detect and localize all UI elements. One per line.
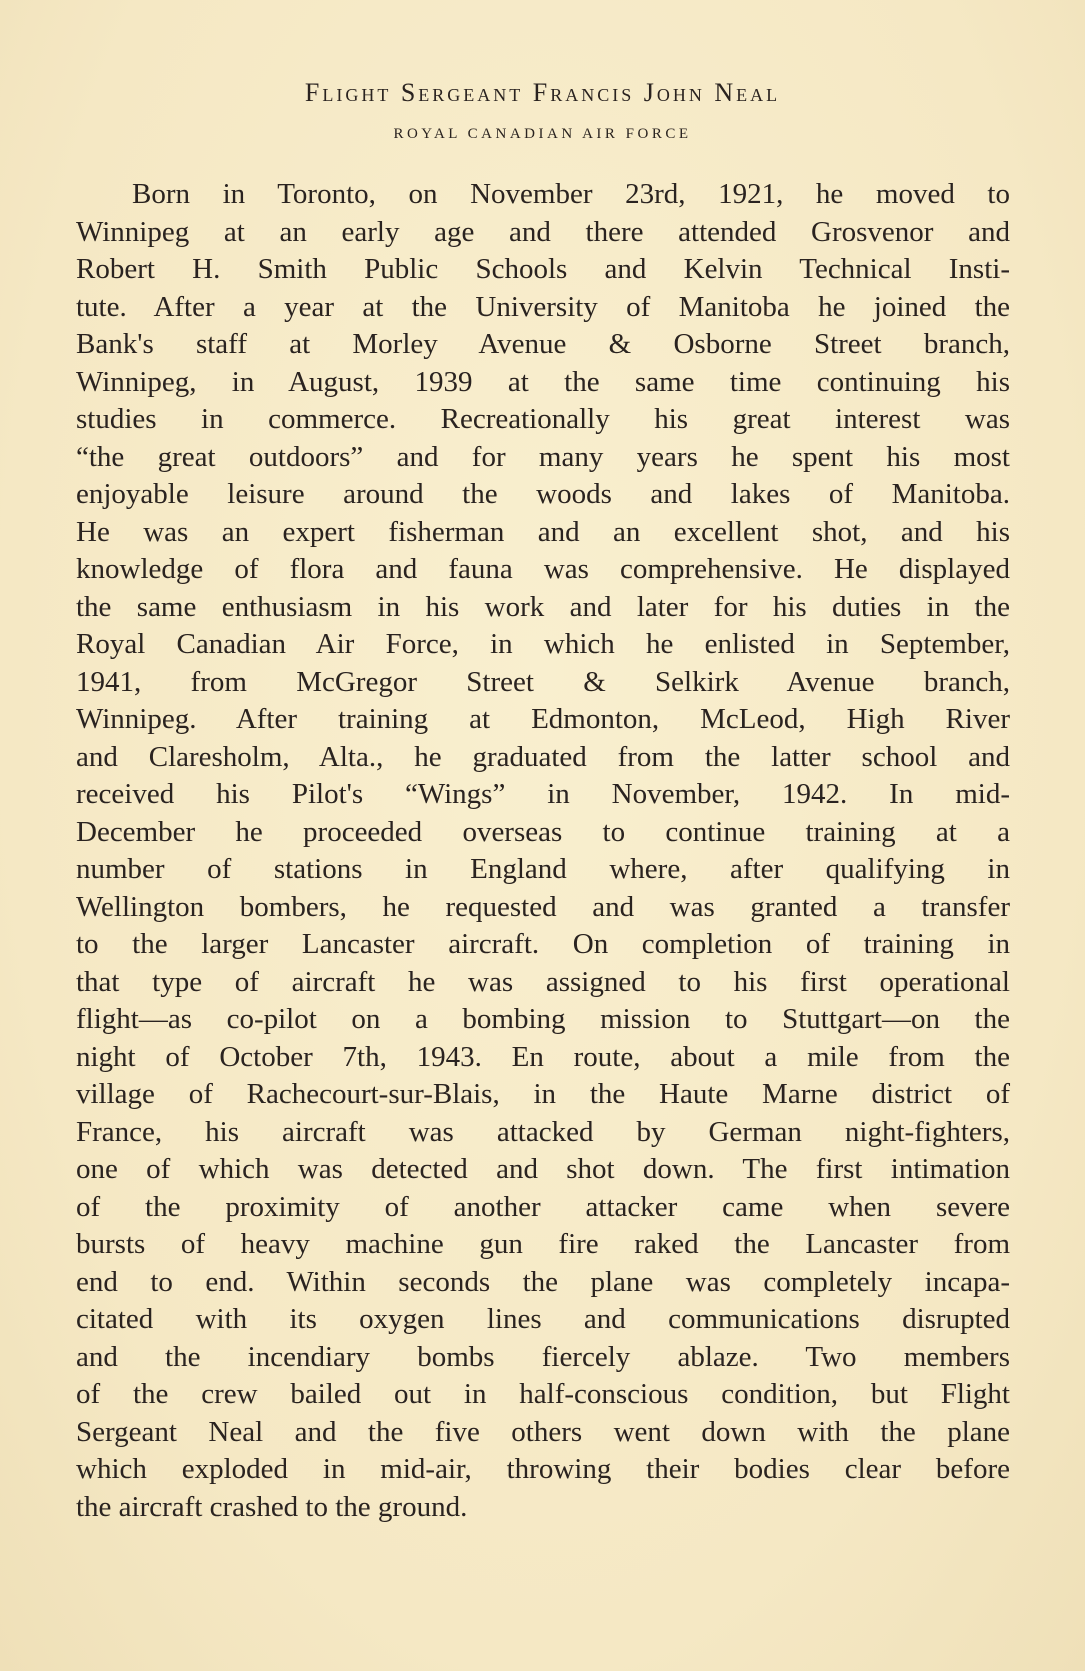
text-line: citated with its oxygen lines and communications disrupted xyxy=(76,1303,1010,1335)
body-paragraph xyxy=(76,176,1010,1526)
text-line: of the crew bailed out in half-conscious condition, but Flight xyxy=(76,1378,1010,1410)
text-line: the aircraft crashed to the ground. xyxy=(76,1490,468,1523)
text-line: the same enthusiasm in his work and later for his duties in the xyxy=(76,590,1010,623)
text-line: Robert H. Smith Public Schools and Kelvin Technical Insti- xyxy=(76,253,1010,285)
text-line: village of Rachecourt-sur-Blais, in the Haute Marne district of xyxy=(76,1078,1010,1110)
text-line: which exploded in mid-air, throwing their bodies clear before xyxy=(76,1453,1010,1485)
text-line: tute. After a year at the University of Manitoba he joined the xyxy=(76,290,1010,323)
text-line: end to end. Within seconds the plane was completely incapa- xyxy=(76,1265,1010,1298)
text-line: studies in commerce. Recreationally his great interest was xyxy=(76,403,1010,435)
text-line: enjoyable leisure around the woods and lakes of Manitoba. xyxy=(76,478,1010,510)
text-line: that type of aircraft he was assigned to his first operational xyxy=(76,965,1010,998)
text-line: France, his aircraft was attacked by German night-fighters, xyxy=(76,1115,1010,1148)
text-line: Winnipeg at an early age and there attended Grosvenor and xyxy=(76,215,1010,248)
text-line: one of which was detected and shot down. The first intimation xyxy=(76,1153,1010,1185)
text-line: number of stations in England where, after qualifying in xyxy=(76,853,1010,885)
text-line: Royal Canadian Air Force, in which he enlisted in September, xyxy=(76,628,1010,660)
page-subtitle: ROYAL CANADIAN AIR FORCE xyxy=(393,126,692,142)
text-line: received his Pilot's “Wings” in November, 1942. In mid- xyxy=(76,778,1010,810)
text-line: December he proceeded overseas to continue training at a xyxy=(76,815,1010,848)
text-line: of the proximity of another attacker came when severe xyxy=(76,1190,1010,1223)
text-line: 1941, from McGregor Street & Selkirk Avenue branch, xyxy=(76,665,1010,698)
text-line: and the incendiary bombs fiercely ablaze. Two members xyxy=(76,1340,1010,1373)
text-line: knowledge of flora and fauna was comprehensive. He displayed xyxy=(76,553,1010,585)
text-line: to the larger Lancaster aircraft. On completion of training in xyxy=(76,928,1010,960)
page-title: Flight Sergeant Francis John Neal xyxy=(304,78,781,107)
text-line: Wellington bombers, he requested and was granted a transfer xyxy=(76,890,1010,923)
text-line: Winnipeg, in August, 1939 at the same time continuing his xyxy=(76,365,1010,398)
text-line: night of October 7th, 1943. En route, about a mile from the xyxy=(76,1040,1010,1073)
text-line: Winnipeg. After training at Edmonton, McLeod, High River xyxy=(76,703,1010,735)
text-line: Bank's staff at Morley Avenue & Osborne Street branch, xyxy=(76,328,1010,360)
text-line: He was an expert fisherman and an excellent shot, and his xyxy=(76,515,1010,548)
text-line: flight—as co-pilot on a bombing mission to Stuttgart—on the xyxy=(76,1003,1010,1035)
text-line: Sergeant Neal and the five others went down with the plane xyxy=(76,1415,1010,1448)
text-line: “the great outdoors” and for many years he spent his most xyxy=(76,440,1010,473)
text-line: Born in Toronto, on November 23rd, 1921, he moved to xyxy=(132,178,1010,210)
text-line: bursts of heavy machine gun fire raked the Lancaster from xyxy=(76,1228,1010,1260)
text-line: and Claresholm, Alta., he graduated from the latter school and xyxy=(76,740,1010,773)
